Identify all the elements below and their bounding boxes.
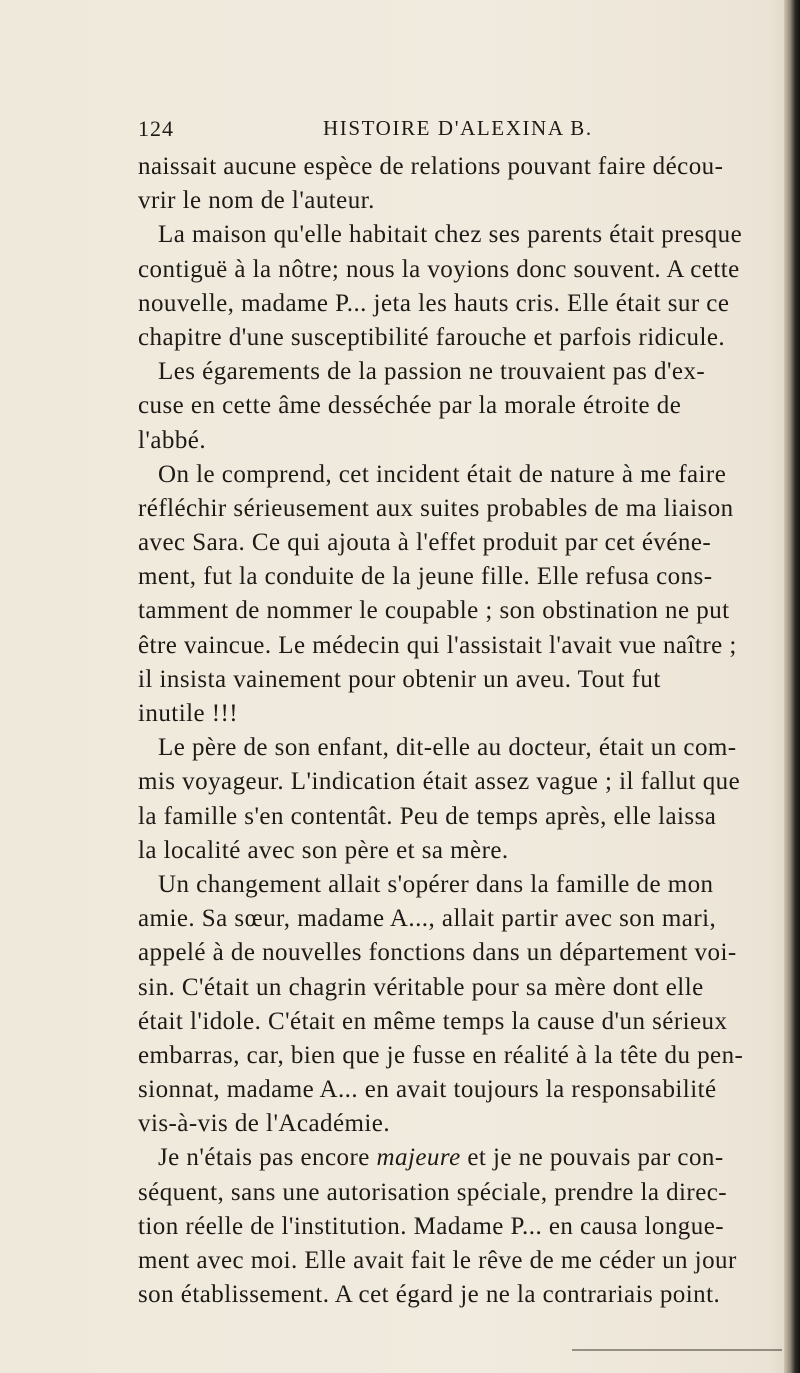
text-line: amie. Sa sœur, madame A..., allait partir avec son mari, (138, 905, 717, 933)
text-line: avec Sara. Ce qui ajouta à l'effet produit par cet événe- (138, 529, 712, 557)
text-line: On le comprend, cet incident était de nature à me faire (158, 460, 727, 488)
text-line: appelé à de nouvelles fonctions dans un département voi- (138, 939, 737, 967)
text-line: ment avec moi. Elle avait fait le rêve de me céder un jour (138, 1247, 737, 1274)
text-line: la localité avec son père et sa mère. (138, 836, 509, 864)
text-line: La maison qu'elle habitait chez ses parents était presque (158, 221, 743, 249)
text-line: chapitre d'une susceptibilité farouche et parfois ridicule. (138, 323, 726, 351)
text-line: l'abbé. (138, 426, 207, 454)
text-line: embarras, car, bien que je fusse en réalité à la tête du pen- (138, 1041, 744, 1069)
text-line: cuse en cette âme desséchée par la morale étroite de (138, 392, 682, 420)
text-line (138, 1141, 768, 1175)
text-line: tion réelle de l'institution. Madame P... en causa longue- (138, 1212, 725, 1240)
text-line: séquent, sans une autorisation spéciale, prendre la direc- (138, 1178, 728, 1206)
text-line: Le père de son enfant, dit-elle au docteur, était un com- (158, 734, 737, 762)
text-segment: Je n'étais pas encore (158, 1144, 377, 1172)
book-spine-edge (784, 0, 800, 1373)
text-line: Un changement allait s'opérer dans la famille de mon (158, 870, 714, 898)
text-line: était l'idole. C'était en même temps la cause d'un sérieux (138, 1007, 728, 1035)
text-line: être vaincue. Le médecin qui l'assistait l'avait vue naître ; (138, 631, 737, 659)
text-line: naissait aucune espèce de relations pouvant faire décou- (138, 153, 724, 180)
text-line: tamment de nommer le coupable ; son obstination ne put (138, 597, 730, 625)
text-line: Les égarements de la passion ne trouvaient pas d'ex- (158, 358, 706, 386)
italic-word: majeure (376, 1144, 461, 1172)
text-line: inutile !!! (138, 700, 239, 727)
text-line: sionnat, madame A... en avait toujours la responsabilité (138, 1076, 717, 1104)
text-segment: et je ne pouvais par con- (460, 1144, 724, 1172)
text-line: il insista vainement pour obtenir un aveu. Tout fut (138, 665, 661, 693)
text-line: son établissement. A cet égard je ne la contrariais point. (138, 1281, 721, 1309)
page-number: 124 (138, 116, 174, 141)
text-line: la famille s'en contentât. Peu de temps après, elle laissa (138, 802, 717, 830)
text-line: ment, fut la conduite de la jeune fille. Elle refusa cons- (138, 563, 713, 591)
text-line: mis voyageur. L'indication était assez vague ; il fallut que (138, 768, 741, 796)
text-line: vrir le nom de l'auteur. (138, 187, 375, 215)
text-line: contiguë à la nôtre; nous la voyions donc souvent. A cette (138, 255, 740, 283)
page-edge-shadow (572, 1349, 782, 1351)
body-text (138, 150, 768, 1312)
text-line: réfléchir sérieusement aux suites probables de ma liaison (138, 494, 734, 522)
text-line: vis-à-vis de l'Académie. (138, 1110, 391, 1138)
page-header (138, 116, 748, 150)
running-title: HISTOIRE D'ALEXINA B. (323, 116, 593, 140)
text-line: sin. C'était un chagrin véritable pour sa mère dont elle (138, 973, 704, 1001)
text-line: nouvelle, madame P... jeta les hauts cris. Elle était sur ce (138, 289, 730, 317)
